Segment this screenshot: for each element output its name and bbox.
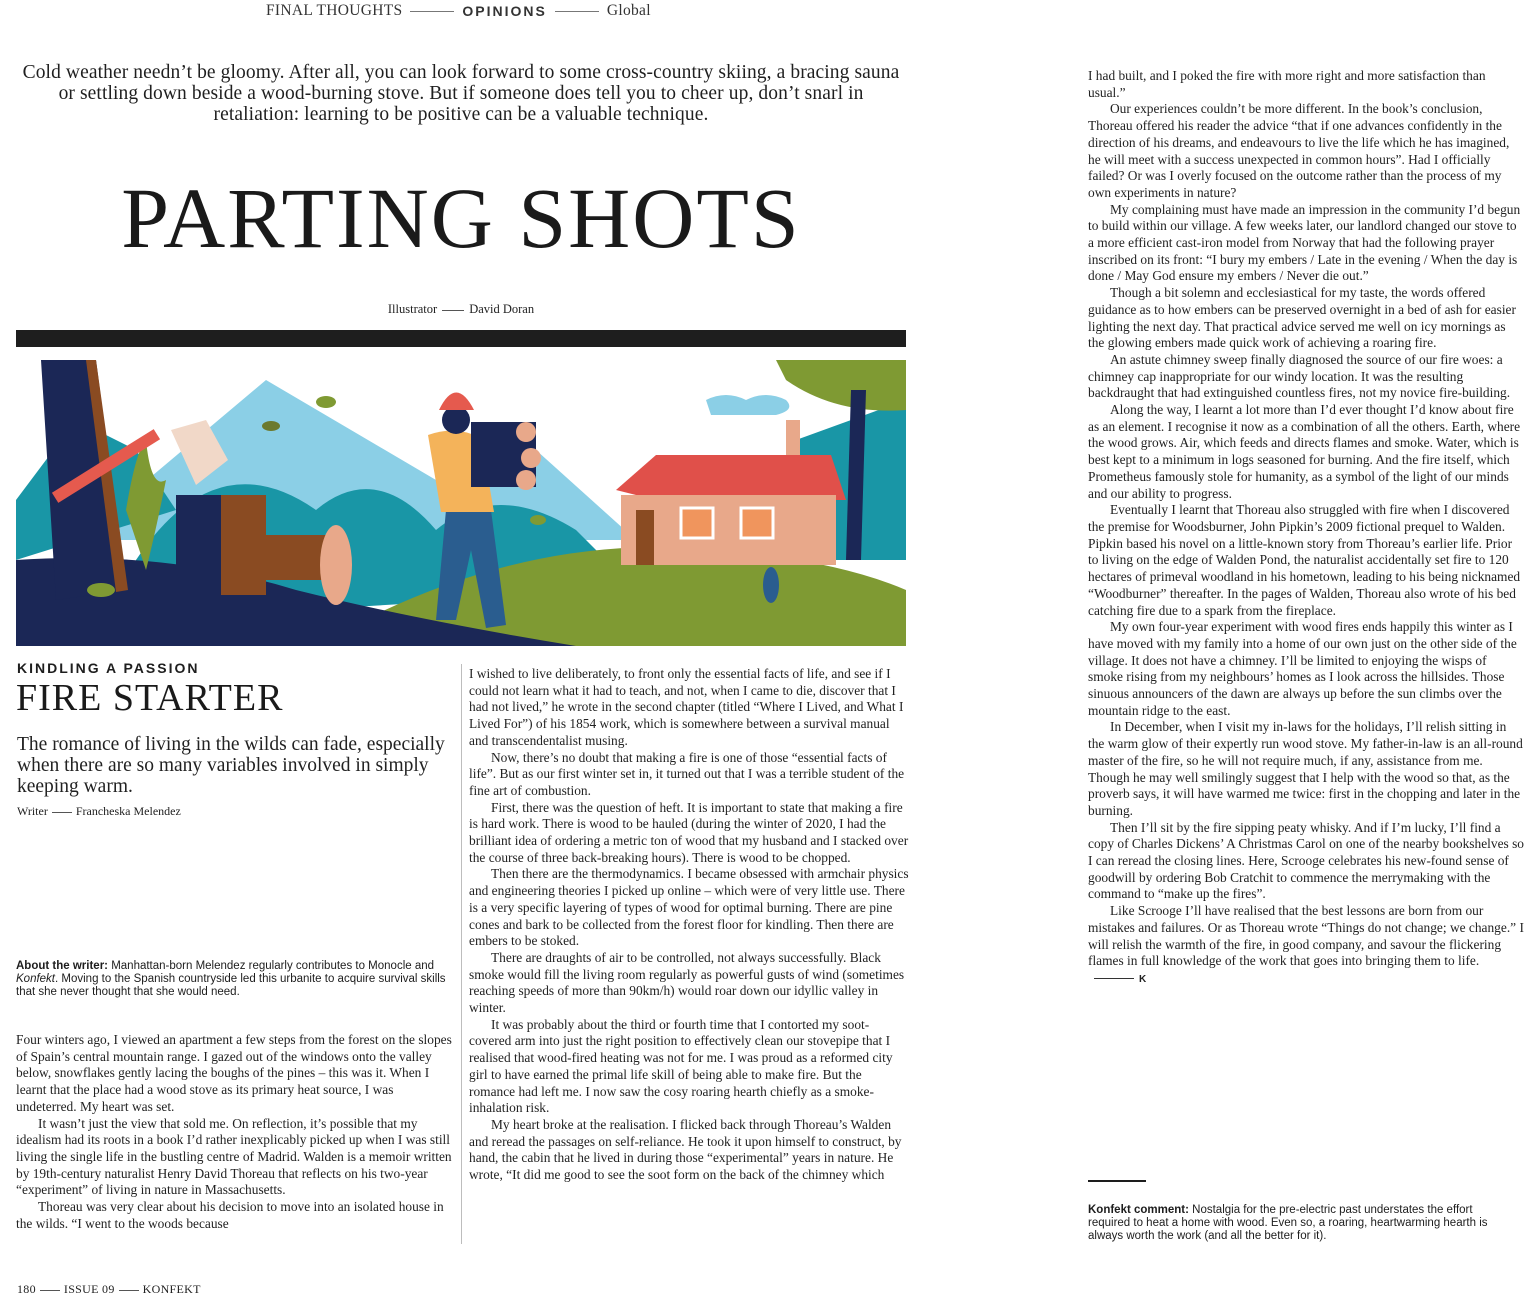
intro-text: Cold weather needn’t be gloomy. After all, you can look forward to some cross-country skiing, a bracing sauna or settling down beside a wood-burning stove. But if someone does tell you to cheer up, don’t snarl in retaliation: learning to be positive can be a valuable technique. <box>22 62 900 125</box>
falling-leaf <box>87 583 115 597</box>
paragraph: First, there was the question of heft. It is important to state that making a fire is hard work. There is wood to be hauled (during the winter of 2020, I had the brilliant idea of ordering a metric ton of wood that my husband and I stacked over the course of three back-breaking hours). There is wood to be chopped. <box>469 799 909 865</box>
paragraph: An astute chimney sweep finally diagnosed the source of our fire woes: a chimney cap inappropriate for our windy location. It was the resulting backdraught that had extinguished countless fires, not my novice fire-building. <box>1088 351 1511 401</box>
divider <box>555 11 599 12</box>
kicker-region: Global <box>606 2 651 19</box>
paragraph-text: Like Scrooge I’ll have realised that the best lessons are born from our mistakes and failures. Or as Thoreau wrote “Things do not change; we change.” I will relish the warmth of the fire, in good company, and savour the flickering flames in full knowledge of the work that goes into bringing them to life. <box>1088 903 1524 969</box>
paragraph: Four winters ago, I viewed an apartment a few steps from the forest on the slopes of Spain’s central mountain range. I gazed out of the windows onto the valley below, snowflakes gently lacing the boughs of the pines – this was it. When I learnt that the place had a wood stove as its primary heat source, I was undeterred. My heart was set. <box>16 1032 452 1114</box>
firewood-bundle <box>471 422 541 490</box>
paragraph: In December, when I visit my in-laws for the holidays, I’ll relish sitting in the warm glow of their expertly run wood stove. My father-in-law is an all-round master of the fire, so he will not require much, if any, assistance from me. Though he may well smilingly suggest that I help with the wood so that, as the proverb says, it will have warmed me twice: first in the chopping and later in the burning. <box>1088 719 1523 818</box>
comment-label: Konfekt comment: <box>1088 1204 1189 1216</box>
falling-leaf <box>763 567 779 603</box>
about-text: . Moving to the Spanish countryside led this urbanite to acquire survival skills that she never thought that she would need. <box>16 973 446 998</box>
log-end <box>320 525 352 605</box>
illustrator-credit <box>0 302 922 317</box>
issue-number: ISSUE 09 <box>63 1282 115 1296</box>
divider <box>410 11 454 12</box>
magazine-name: KONFEKT <box>142 1282 201 1296</box>
paragraph: It wasn’t just the view that sold me. On reflection, it’s possible that my idealism had its roots in a book I’d rather inexplicably picked up when I was still living the single life in the bustling centre of Madrid. Walden is a memoir written by 19th-century naturalist Henry David Thoreau that reflects on his two-year “experiment” of living in nature in Massachusetts. <box>16 1115 452 1198</box>
house-window-1 <box>681 508 713 538</box>
paragraph: I had built, and I poked the fire with more right and more satisfaction than usual.” <box>1088 68 1486 100</box>
body-column-1 <box>16 1032 456 1232</box>
page-title: PARTING SHOTS <box>121 170 801 266</box>
person-head <box>442 406 470 434</box>
page-number: 180 <box>17 1282 36 1296</box>
paragraph: Along the way, I learnt a lot more than I’d ever thought I’d know about fire as an element. I recognise it now as a combination of all the others. Earth, where the wood grows. Air, which feeds and directs flames and smoke. Water, which is best kept to a minimum in logs seasoned for burning. And the fire itself, which Prometheus famously stole for humanity, as a symbol of the light of our minds and our ability to progress. <box>1088 402 1521 501</box>
chimney <box>786 420 800 460</box>
falling-leaf <box>530 515 546 525</box>
paragraph: I wished to live deliberately, to front only the essential facts of life, and see if I could not learn what it had to teach, and not, when I came to die, discover that I had not lived,” he wrote in the second chapter (titled “Where I Lived, and What I Lived For”) of his 1854 work, which is somewhere between a survival manual and transcendentalist musing. <box>469 666 904 748</box>
divider <box>52 812 72 813</box>
section-kicker <box>266 2 651 20</box>
body-column-3 <box>1088 68 1524 989</box>
about-the-writer <box>16 960 456 999</box>
article-standfirst: The romance of living in the wilds can fade, especially when there are so many variables involved in simply keeping warm. <box>17 734 445 797</box>
body-column-2 <box>469 666 909 1184</box>
article-title: FIRE STARTER <box>16 677 284 719</box>
column-divider <box>461 664 462 1244</box>
paragraph: It was probably about the third or fourth time that I contorted my soot-covered arm into just the right position to effectively clean our stovepipe that I realised that wood-fired heating was not for me. I was proud as a reformed city girl to have earned the primal life skill of being able to make fire. But the romance had left me. I now saw the cosy roaring hearth chiefly as a smoke-inhalation risk. <box>469 1016 893 1116</box>
paragraph: Now, there’s no doubt that making a fire is one of those “essential facts of life”. But as our first winter set in, it turned out that I was a terrible student of the fine art of combustion. <box>469 749 905 798</box>
comment-text: Nostalgia for the pre-electric past understates the effort required to heat a home with wood. Even so, a roaring, heartwarming hearth is always worth the work (and all the better for it). <box>1088 1204 1488 1242</box>
paragraph: Eventually I learnt that Thoreau also struggled with fire when I discovered the premise for Woodsburner, John Pipkin’s 2009 fictional prequel to Walden. Pipkin based his novel on a little-known story from Thoreau’s earlier life. Prior to living on the edge of Walden Pond, the naturalist accidentally set fire to 120 hectares of primeval woodland in his hometown, leading to his being nicknamed “Woodburner” thereafter. In the pages of Walden, Thoreau also wrote of his bed catching fire due to a spark from the fireplace. <box>1088 502 1521 618</box>
comment-rule <box>1088 1180 1146 1182</box>
kicker-category: OPINIONS <box>462 3 547 19</box>
paragraph: My heart broke at the realisation. I flicked back through Thoreau’s Walden and reread the passages on self-reliance. He took it upon himself to construct, by hand, the cabin that he lived in during those “experimental” years in nature. He wrote, “It did me good to see the soot form on the back of the chimney which <box>469 1116 902 1183</box>
paragraph: Then there are the thermodynamics. I became obsessed with armchair physics and engineering theories I picked up online – which were of very little use. There is a very specific layering of types of wood for optimal burning. There are pine cones and bark to be collected from the forest floor for kindling. Then there are embers to be stoked. <box>469 866 909 949</box>
illustration-svg <box>16 360 906 646</box>
about-italic: Konfekt <box>16 973 55 985</box>
paragraph: My own four-year experiment with wood fires ends happily this winter as I have moved with my family into a home of our own just on the other side of the village. It does not have a chimney. I’ll be limited to enjoying the wisps of smoke rising from my neighbours’ homes as I look across the hillsides. Those sinuous announcers of the dawn are always up before the sun climbs over the mountain ridge to the east. <box>1088 619 1517 718</box>
about-text: Manhattan-born Melendez regularly contributes to Monocle and <box>108 960 435 972</box>
article-kicker: KINDLING A PASSION <box>17 660 200 676</box>
header-bar <box>16 330 906 347</box>
page-folio <box>17 1282 201 1297</box>
house-door <box>636 510 654 565</box>
konfekt-comment <box>1088 1204 1508 1243</box>
falling-leaf <box>262 421 280 431</box>
paragraph: Though a bit solemn and ecclesiastical for my taste, the words offered guidance as to how embers can be preserved overnight in a bed of ash for easier lighting the next day. That practical advice served me well on icy mornings as the glowing embers made quick work of achieving a roaring fire. <box>1088 285 1516 351</box>
end-mark: K <box>1139 973 1147 985</box>
divider <box>40 1290 60 1291</box>
falling-leaf <box>316 396 336 408</box>
hero-illustration <box>16 360 906 646</box>
house-window-2 <box>741 508 773 538</box>
paragraph: Our experiences couldn’t be more different. In the book’s conclusion, Thoreau offered his reader the advice “that if one advances confidently in the direction of his dreams, and endeavours to live the life which he has imagined, he will meet with a success unexpected in common hours”. Had I officially failed? Or was I overly focused on the outcome rather than the process of my own experiments in nature? <box>1088 101 1510 200</box>
final-paragraph <box>1088 903 1524 989</box>
about-label: About the writer: <box>16 960 108 972</box>
kicker-section: FINAL THOUGHTS <box>266 2 403 19</box>
divider <box>119 1290 139 1291</box>
paragraph: My complaining must have made an impression in the community I’d begun to build within our village. A few weeks later, our landlord changed our stove to a more efficient cast-iron model from Norway that had the following prayer inscribed on its front: “I bury my embers / Late in the evening / When the day is done / May God ensure my embers / Never die out.” <box>1088 201 1521 284</box>
paragraph: Thoreau was very clear about his decision to move into an isolated house in the wilds. “I went to the woods because <box>16 1199 444 1231</box>
paragraph: Then I’ll sit by the fire sipping peaty whisky. And if I’m lucky, I’ll find a copy of Charles Dickens’ A Christmas Carol on one of the nearby bookshelves so I can reread the closing lines. Here, Scrooge celebrates his new-found sense of goodwill by ordering Bob Cratchit to commence the merrymaking with the command to “make up the fires”. <box>1088 819 1524 902</box>
paragraph: There are draughts of air to be controlled, not always successfully. Black smoke would fill the living room regularly as powerful gusts of wind (sometimes reaching speeds of more than 90km/h) would roar down our idyllic valley in winter. <box>469 949 905 1016</box>
house-roof <box>616 455 846 500</box>
illustrator-name: David Doran <box>469 302 535 316</box>
writer-label: Writer <box>17 804 48 818</box>
end-rule <box>1094 978 1134 979</box>
divider <box>442 310 464 311</box>
illustrator-label: Illustrator <box>387 302 438 316</box>
writer-credit <box>17 804 181 819</box>
writer-name: Francheska Melendez <box>75 804 181 818</box>
